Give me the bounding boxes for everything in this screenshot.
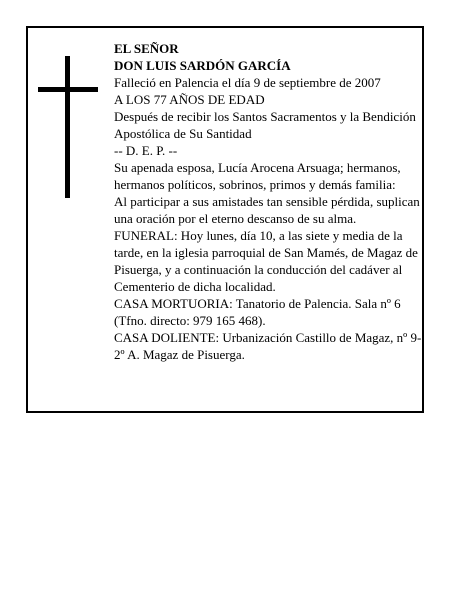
cross-horizontal-bar — [38, 87, 98, 92]
funeral-details: FUNERAL: Hoy lunes, día 10, a las siete y media de la tarde, en la iglesia parroquial de San Mamés, de Magaz de Pisuerga, y a continuación la conducción del cadáver al Cementerio de dicha localidad. — [114, 228, 418, 294]
deceased-name: DON LUIS SARDÓN GARCÍA — [114, 58, 291, 73]
sacraments-line: Después de recibir los Santos Sacramentos y la Bendición Apostólica de Su Santidad — [114, 109, 416, 141]
mortuary-details: CASA MORTUORIA: Tanatorio de Palencia. Sala nº 6 (Tfno. directo: 979 165 468). — [114, 296, 401, 328]
prayer-request-line: Al participar a sus amistades tan sensible pérdida, suplican una oración por el eterno descanso de su alma. — [114, 194, 420, 226]
residence-details: CASA DOLIENTE: Urbanización Castillo de Magaz, nº 9-2º A. Magaz de Pisuerga. — [114, 330, 422, 362]
obituary-notice — [26, 26, 424, 413]
death-date-line: Falleció en Palencia el día 9 de septiembre de 2007 — [114, 75, 381, 90]
age-line: A LOS 77 AÑOS DE EDAD — [114, 92, 265, 107]
cross-vertical-bar — [65, 56, 70, 198]
latin-cross-icon — [38, 56, 98, 198]
deceased-title: EL SEÑOR — [114, 41, 179, 56]
family-line: Su apenada esposa, Lucía Arocena Arsuaga; hermanos, hermanos políticos, sobrinos, primos y demás familia: — [114, 160, 401, 192]
obituary-text — [114, 40, 422, 363]
rip-line: -- D. E. P. -- — [114, 143, 178, 158]
